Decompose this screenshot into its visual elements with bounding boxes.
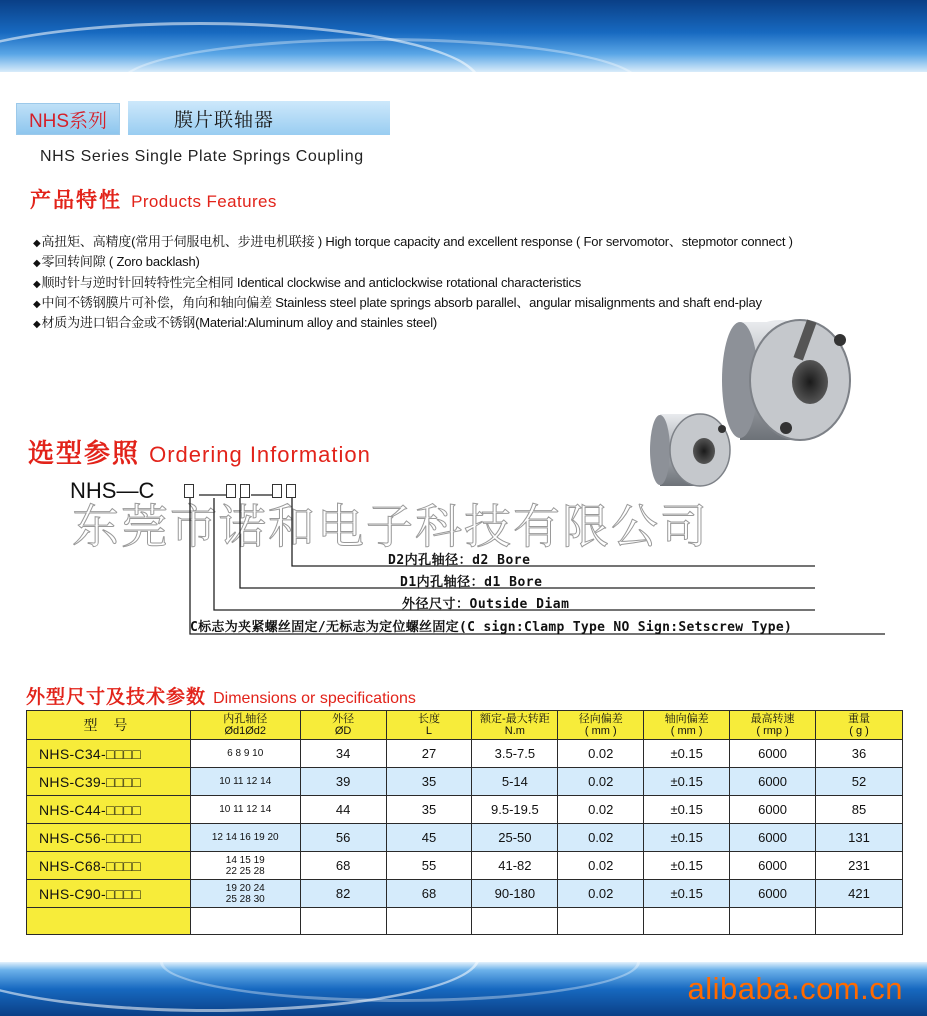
table-row <box>27 796 903 824</box>
cell-weight: 131 <box>816 824 903 852</box>
cell-radial: 0.02 <box>558 796 644 824</box>
cell-axial: ±0.15 <box>644 824 730 852</box>
cell-axial: ±0.15 <box>644 880 730 908</box>
cell-bore: 6 8 9 10 <box>190 740 300 768</box>
table-row <box>27 824 903 852</box>
series-name-en: NHS Series Single Plate Springs Coupling <box>40 148 364 165</box>
feature-item: ◆零回转间隙 ( Zoro backlash) <box>33 254 200 270</box>
col-header-bore: 内孔轴径 Ød1Ød2 <box>190 711 300 740</box>
label-clamp-type: C标志为夹紧螺丝固定/无标志为定位螺丝固定(C sign:Clamp Type NO Sign:Setscrew Type) <box>190 620 793 635</box>
bullet-icon: ◆ <box>33 238 41 249</box>
feature-item: ◆中间不锈钢膜片可补偿，角向和轴向偏差 Stainless steel plate springs absorb parallel、angular misalignments and shaft end-play <box>33 294 762 310</box>
label-d1-bore: D1内孔轴径：d1 Bore <box>400 575 543 590</box>
cell-axial: ±0.15 <box>644 796 730 824</box>
col-header-speed: 最高转速 ( rmp ) <box>730 711 816 740</box>
series-name-cn: 膜片联轴器 <box>128 101 390 135</box>
col-header-radial: 径向偏差 ( mm ) <box>558 711 644 740</box>
cell-weight: 231 <box>816 852 903 880</box>
cell-radial: 0.02 <box>558 768 644 796</box>
table-row <box>27 880 903 908</box>
cell-weight: 36 <box>816 740 903 768</box>
cell-model: NHS-C68-□□□□ <box>27 852 191 880</box>
features-title-cn: 产品特性 <box>30 188 122 212</box>
cell-torque: 90-180 <box>472 880 558 908</box>
cell-empty <box>644 908 730 935</box>
bullet-icon: ◆ <box>33 298 41 310</box>
code-slot <box>240 484 250 498</box>
table-row-empty <box>27 908 903 935</box>
feature-item: ◆高扭矩、高精度(常用于伺服电机、步进电机联接 ) High torque capacity and excellent response ( For servomotor、stepmotor connect ) <box>33 234 793 249</box>
cell-length: 35 <box>386 796 472 824</box>
coupling-small-image <box>640 405 740 495</box>
cell-bore: 12 14 16 19 20 <box>190 824 300 852</box>
bullet-icon: ◆ <box>33 278 41 290</box>
cell-axial: ±0.15 <box>644 740 730 768</box>
cell-weight: 85 <box>816 796 903 824</box>
table-header-row <box>27 711 903 740</box>
cell-speed: 6000 <box>730 768 816 796</box>
table-row <box>27 852 903 880</box>
cell-model: NHS-C44-□□□□ <box>27 796 191 824</box>
code-slot <box>184 484 194 498</box>
cell-length: 45 <box>386 824 472 852</box>
cell-od: 56 <box>300 824 386 852</box>
cell-bore: 14 15 19 22 25 28 <box>190 852 300 880</box>
cell-torque: 25-50 <box>472 824 558 852</box>
cell-speed: 6000 <box>730 796 816 824</box>
col-header-axial: 轴向偏差 ( mm ) <box>644 711 730 740</box>
cell-axial: ±0.15 <box>644 852 730 880</box>
cell-length: 68 <box>386 880 472 908</box>
cell-torque: 3.5-7.5 <box>472 740 558 768</box>
cell-radial: 0.02 <box>558 740 644 768</box>
col-header-od: 外径 ØD <box>300 711 386 740</box>
cell-torque: 9.5-19.5 <box>472 796 558 824</box>
top-banner <box>0 0 927 72</box>
cell-model: NHS-C90-□□□□ <box>27 880 191 908</box>
cell-od: 68 <box>300 852 386 880</box>
code-slot <box>286 484 296 498</box>
cell-model: NHS-C56-□□□□ <box>27 824 191 852</box>
cell-radial: 0.02 <box>558 880 644 908</box>
dimensions-title-cn: 外型尺寸及技术参数 <box>26 686 207 708</box>
bullet-icon: ◆ <box>33 258 41 270</box>
code-slot <box>226 484 236 498</box>
ordering-title-cn: 选型参照 <box>28 439 141 469</box>
cell-empty <box>190 908 300 935</box>
bullet-icon: ◆ <box>33 319 41 331</box>
feature-item: ◆顺时针与逆时针回转特性完全相同 Identical clockwise and anticlockwise rotational characteristics <box>33 274 582 290</box>
cell-od: 44 <box>300 796 386 824</box>
label-outside-diam: 外径尺寸：Outside Diam <box>402 597 570 612</box>
dimensions-title-en: Dimensions or specifications <box>213 690 416 707</box>
features-title <box>30 184 277 214</box>
cell-empty <box>300 908 386 935</box>
cell-od: 34 <box>300 740 386 768</box>
cell-weight: 52 <box>816 768 903 796</box>
table-row <box>27 740 903 768</box>
dimensions-title <box>26 682 416 709</box>
cell-torque: 41-82 <box>472 852 558 880</box>
cell-axial: ±0.15 <box>644 768 730 796</box>
cell-model <box>27 908 191 935</box>
cell-length: 35 <box>386 768 472 796</box>
cell-weight: 421 <box>816 880 903 908</box>
cell-empty <box>558 908 644 935</box>
cell-torque: 5-14 <box>472 768 558 796</box>
ordering-title-en: Ordering Information <box>149 442 371 467</box>
cell-speed: 6000 <box>730 824 816 852</box>
model-code: NHS—C <box>70 478 155 503</box>
cell-od: 82 <box>300 880 386 908</box>
cell-bore: 19 20 24 25 28 30 <box>190 880 300 908</box>
col-header-weight: 重量 ( g ) <box>816 711 903 740</box>
label-d2-bore: D2内孔轴径：d2 Bore <box>388 553 531 568</box>
cell-radial: 0.02 <box>558 852 644 880</box>
col-header-model: 型 号 <box>27 711 191 740</box>
cell-bore: 10 11 12 14 <box>190 768 300 796</box>
series-tag: NHS系列 <box>16 103 120 135</box>
cell-od: 39 <box>300 768 386 796</box>
feature-item: ◆材质为进口铝合金或不锈钢(Material:Aluminum alloy and stainles steel) <box>33 315 438 331</box>
cell-radial: 0.02 <box>558 824 644 852</box>
col-header-length: 长度 L <box>386 711 472 740</box>
table-row <box>27 768 903 796</box>
cell-speed: 6000 <box>730 740 816 768</box>
features-title-en: Products Features <box>131 192 277 211</box>
site-watermark: alibaba.com.cn <box>687 971 903 1006</box>
cell-empty <box>472 908 558 935</box>
code-slot <box>272 484 282 498</box>
cell-empty <box>816 908 903 935</box>
cell-speed: 6000 <box>730 852 816 880</box>
cell-length: 55 <box>386 852 472 880</box>
cell-empty <box>730 908 816 935</box>
cell-bore: 10 11 12 14 <box>190 796 300 824</box>
cell-length: 27 <box>386 740 472 768</box>
ordering-title <box>28 433 371 470</box>
cell-model: NHS-C34-□□□□ <box>27 740 191 768</box>
company-watermark: 东莞市诺和电子科技有限公司 <box>72 500 709 555</box>
col-header-torque: 额定-最大转距 N.m <box>472 711 558 740</box>
specifications-table <box>26 710 903 935</box>
cell-model: NHS-C39-□□□□ <box>27 768 191 796</box>
cell-empty <box>386 908 472 935</box>
cell-speed: 6000 <box>730 880 816 908</box>
